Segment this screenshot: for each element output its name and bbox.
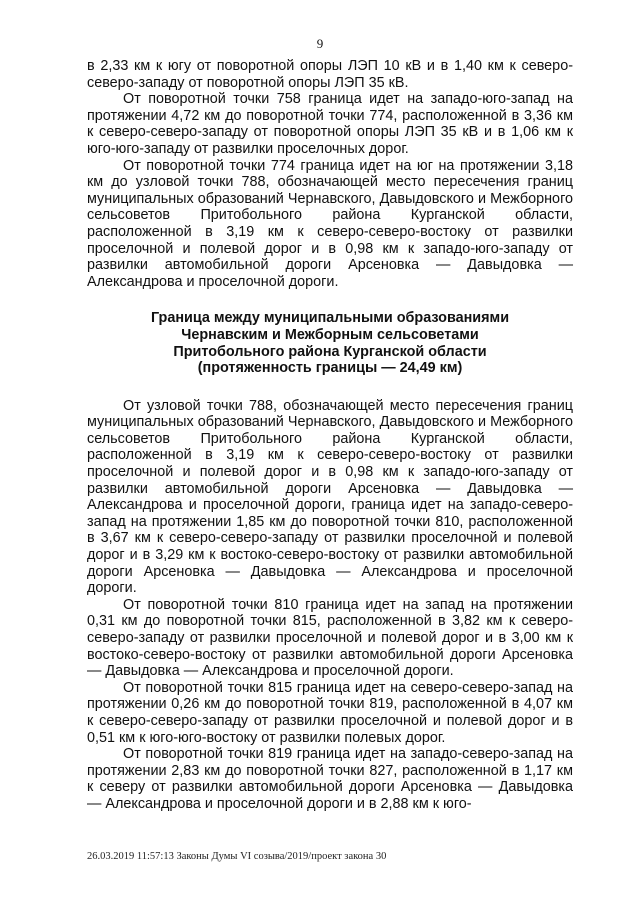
paragraph: От поворотной точки 815 граница идет на северо-северо-запад на протяжении 0,26 км до поворотной точки 819, расположенной в 4,07 км к северо-северо-западу от развилки проселочной и полевой дорог и в 0,51 км к юго-юго-востоку от развилки полевых дорог.: [87, 679, 573, 746]
document-body: [87, 58, 573, 813]
paragraph: От узловой точки 788, обозначающей место пересечения границ муниципальных образований Чернавского, Давыдовского и Межборного сельсоветов Притобольного района Курганской области, расположенной в 3,19 км к северо-северо-востоку от развилки проселочной и полевой дорог и в 0,98 км к западо-юго-западу от развилки автомобильной дороги Арсеновка — Давыдовка — Александрова и проселочной дороги, граница идет на западо-северо-запад на протяжении 1,85 км до поворотной точки 810, расположенной в 3,67 км к северо-северо-западу от развилки проселочной и полевой дорог и в 3,29 км к востоко-северо-востоку от развилки автомобильной дороги Арсеновка — Давыдовка — Александрова и проселочной дороги.: [87, 397, 573, 597]
section-heading-line: Притобольного района Курганской области: [173, 343, 487, 360]
paragraph: От поворотной точки 819 граница идет на западо-северо-запад на протяжении 2,83 км до поворотной точки 827, расположенной в 1,17 км к северу от развилки автомобильной дороги Арсеновка — Давыдовка — Александрова и проселочной дороги и в 2,88 км к юго-: [87, 746, 573, 812]
paragraph: От поворотной точки 758 граница идет на западо-юго-запад на протяжении 4,72 км до поворотной точки 774, расположенной в 3,36 км к северо-северо-западу от поворотной опоры ЛЭП 35 кВ и в 1,06 км к юго-юго-западу от развилки проселочных дорог.: [87, 91, 573, 157]
section-heading-line: (протяженность границы — 24,49 км): [197, 360, 463, 377]
page-number: 9: [316, 36, 324, 51]
paragraph: От поворотной точки 774 граница идет на юг на протяжении 3,18 км до узловой точки 788, обозначающей место пересечения границ муниципальных образований Чернавского, Давыдовского и Межборного сельсоветов Притобольного района Курганской области, расположенной в 3,19 км к северо-северо-востоку от развилки проселочной и полевой дорог и в 0,98 км к западо-юго-западу от развилки автомобильной дороги Арсеновка — Давыдовка — Александрова и проселочной дороги.: [87, 157, 573, 290]
section-heading: [87, 310, 573, 376]
section-heading-line: Граница между муниципальными образованиями: [150, 310, 510, 327]
page-footer: 26.03.2019 11:57:13 Законы Думы VI созыва/2019/проект закона 30: [87, 851, 387, 862]
paragraph: От поворотной точки 810 граница идет на запад на протяжении 0,31 км до поворотной точки 815, расположенной в 3,82 км к северо-северо-западу от развилки проселочной и полевой дорог и в 3,00 км к востоко-северо-востоку от развилки автомобильной дороги Арсеновка — Давыдовка — Александрова и проселочной дороги.: [87, 596, 573, 680]
paragraph: в 2,33 км к югу от поворотной опоры ЛЭП 10 кВ и в 1,40 км к северо-северо-западу от поворотной опоры ЛЭП 35 кВ.: [87, 58, 573, 91]
section-heading-line: Чернавским и Межборным сельсоветами: [181, 326, 479, 343]
